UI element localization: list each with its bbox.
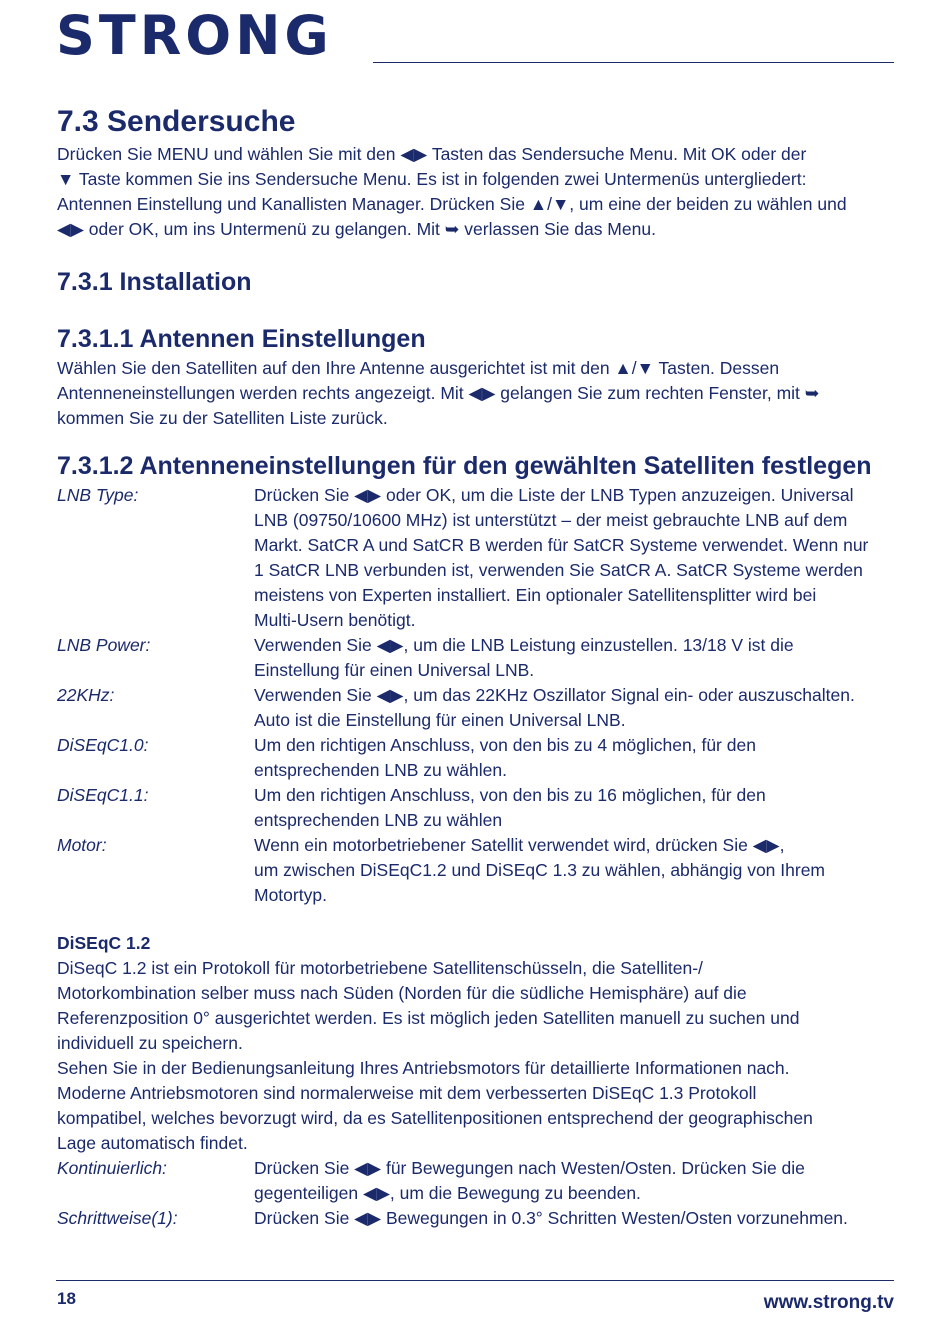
desc-line: Drücken Sie ◀▶ oder OK, um die Liste der LNB Typen anzuzeigen. Universal bbox=[254, 485, 854, 505]
website-link: www.strong.tv bbox=[763, 1292, 894, 1313]
festlegen-title: 7.3.1.2 Antenneneinstellungen für den gewählten Satelliten festlegen bbox=[57, 452, 872, 480]
kontinuierlich-term: Kontinuierlich: bbox=[57, 1158, 167, 1178]
desc-line: Multi-Usern benötigt. bbox=[254, 610, 416, 630]
desc-line: Verwenden Sie ◀▶, um die LNB Leistung einzustellen. 13/18 V ist die bbox=[254, 635, 794, 655]
page-number: 18 bbox=[57, 1289, 76, 1308]
footer-rule bbox=[56, 1280, 894, 1281]
desc-line: um zwischen DiSEqC1.2 und DiSEqC 1.3 zu wählen, abhängig von Ihrem bbox=[254, 860, 826, 880]
diseqc12-title: DiSEqC 1.2 bbox=[57, 933, 151, 953]
lnb-type-term: LNB Type: bbox=[57, 485, 139, 505]
diseqc12-line: individuell zu speichern. bbox=[57, 1033, 243, 1053]
diseqc12-line: kompatibel, welches bevorzugt wird, da es Satellitenpositionen entsprechend der geographischen bbox=[57, 1108, 813, 1128]
antennen-text bbox=[57, 356, 897, 431]
desc-line: entsprechenden LNB zu wählen. bbox=[254, 760, 507, 780]
desc-line: meistens von Experten installiert. Ein optionaler Satellitensplitter wird bei bbox=[254, 585, 817, 605]
diseqc12-line: Motorkombination selber muss nach Süden (Norden für die südliche Hemisphäre) auf die bbox=[57, 983, 747, 1003]
lnb-power-desc bbox=[254, 633, 897, 683]
diseqc12-line: Sehen Sie in der Bedienungsanleitung Ihres Antriebsmotors für detaillierte Informationen nach. bbox=[57, 1058, 790, 1078]
desc-line: Markt. SatCR A und SatCR B werden für SatCR Systeme verwendet. Wenn nur bbox=[254, 535, 869, 555]
section-title: 7.3 Sendersuche bbox=[57, 105, 296, 138]
desc-line: Drücken Sie ◀▶ Bewegungen in 0.3° Schritten Westen/Osten vorzunehmen. bbox=[254, 1208, 848, 1228]
lnb-type-desc bbox=[254, 483, 897, 633]
diseqc12-line: Referenzposition 0° ausgerichtet werden. Es ist möglich jeden Satelliten manuell zu suchen und bbox=[57, 1008, 800, 1028]
antennen-line: kommen Sie zu der Satelliten Liste zurück. bbox=[57, 408, 388, 428]
antennen-line: Antenneneinstellungen werden rechts angezeigt. Mit ◀▶ gelangen Sie zum rechten Fenster, mit ➥ bbox=[57, 383, 820, 403]
22khz-desc bbox=[254, 683, 897, 733]
diseqc12-text bbox=[57, 956, 897, 1156]
intro-line: Drücken Sie MENU und wählen Sie mit den ◀▶ Tasten das Sendersuche Menu. Mit OK oder der bbox=[57, 144, 807, 164]
desc-line: Wenn ein motorbetriebener Satellit verwendet wird, drücken Sie ◀▶, bbox=[254, 835, 785, 855]
diseqc11-desc bbox=[254, 783, 897, 833]
intro-line: ◀▶ oder OK, um ins Untermenü zu gelangen. Mit ➥ verlassen Sie das Menu. bbox=[57, 219, 656, 239]
desc-line: gegenteiligen ◀▶, um die Bewegung zu beenden. bbox=[254, 1183, 641, 1203]
desc-line: Verwenden Sie ◀▶, um das 22KHz Oszillator Signal ein- oder auszuschalten. bbox=[254, 685, 855, 705]
diseqc12-line: DiSeqC 1.2 ist ein Protokoll für motorbetriebene Satellitenschüsseln, die Satelliten-/ bbox=[57, 958, 703, 978]
diseqc12-line: Moderne Antriebsmotoren sind normalerweise mit dem verbesserten DiSEqC 1.3 Protokoll bbox=[57, 1083, 757, 1103]
schrittweise-term: Schrittweise(1): bbox=[57, 1208, 178, 1228]
schrittweise-desc bbox=[254, 1206, 897, 1231]
desc-line: 1 SatCR LNB verbunden ist, verwenden Sie SatCR A. SatCR Systeme werden bbox=[254, 560, 863, 580]
22khz-term: 22KHz: bbox=[57, 685, 115, 705]
section-intro bbox=[57, 142, 897, 242]
desc-line: Um den richtigen Anschluss, von den bis zu 4 möglichen, für den bbox=[254, 735, 756, 755]
header-rule bbox=[373, 62, 894, 63]
lnb-settings-list bbox=[57, 483, 897, 908]
motor-desc bbox=[254, 833, 897, 908]
diseqc11-term: DiSEqC1.1: bbox=[57, 785, 149, 805]
desc-line: LNB (09750/10600 MHz) ist unterstützt – der meist gebrauchte LNB auf dem bbox=[254, 510, 848, 530]
diseqc10-desc bbox=[254, 733, 897, 783]
motor-term: Motor: bbox=[57, 835, 107, 855]
intro-line: Antennen Einstellung und Kanallisten Manager. Drücken Sie ▲/▼, um eine der beiden zu wählen und bbox=[57, 194, 847, 214]
antennen-line: Wählen Sie den Satelliten auf den Ihre Antenne ausgerichtet ist mit den ▲/▼ Tasten. Dessen bbox=[57, 358, 780, 378]
antennen-title: 7.3.1.1 Antennen Einstellungen bbox=[57, 325, 426, 353]
desc-line: Drücken Sie ◀▶ für Bewegungen nach Westen/Osten. Drücken Sie die bbox=[254, 1158, 805, 1178]
installation-title: 7.3.1 Installation bbox=[57, 268, 252, 296]
diseqc12-line: Lage automatisch findet. bbox=[57, 1133, 248, 1153]
kontinuierlich-desc bbox=[254, 1156, 897, 1206]
desc-line: Auto ist die Einstellung für einen Universal LNB. bbox=[254, 710, 626, 730]
desc-line: Motortyp. bbox=[254, 885, 327, 905]
page-content bbox=[57, 102, 897, 1231]
intro-line: ▼ Taste kommen Sie ins Sendersuche Menu. Es ist in folgenden zwei Untermenüs untergliedert: bbox=[57, 169, 807, 189]
desc-line: Einstellung für einen Universal LNB. bbox=[254, 660, 535, 680]
diseqc10-term: DiSEqC1.0: bbox=[57, 735, 149, 755]
lnb-power-term: LNB Power: bbox=[57, 635, 151, 655]
desc-line: entsprechenden LNB zu wählen bbox=[254, 810, 503, 830]
strong-logo: STRONG bbox=[56, 4, 333, 67]
desc-line: Um den richtigen Anschluss, von den bis zu 16 möglichen, für den bbox=[254, 785, 766, 805]
motor-movement-list bbox=[57, 1156, 897, 1231]
